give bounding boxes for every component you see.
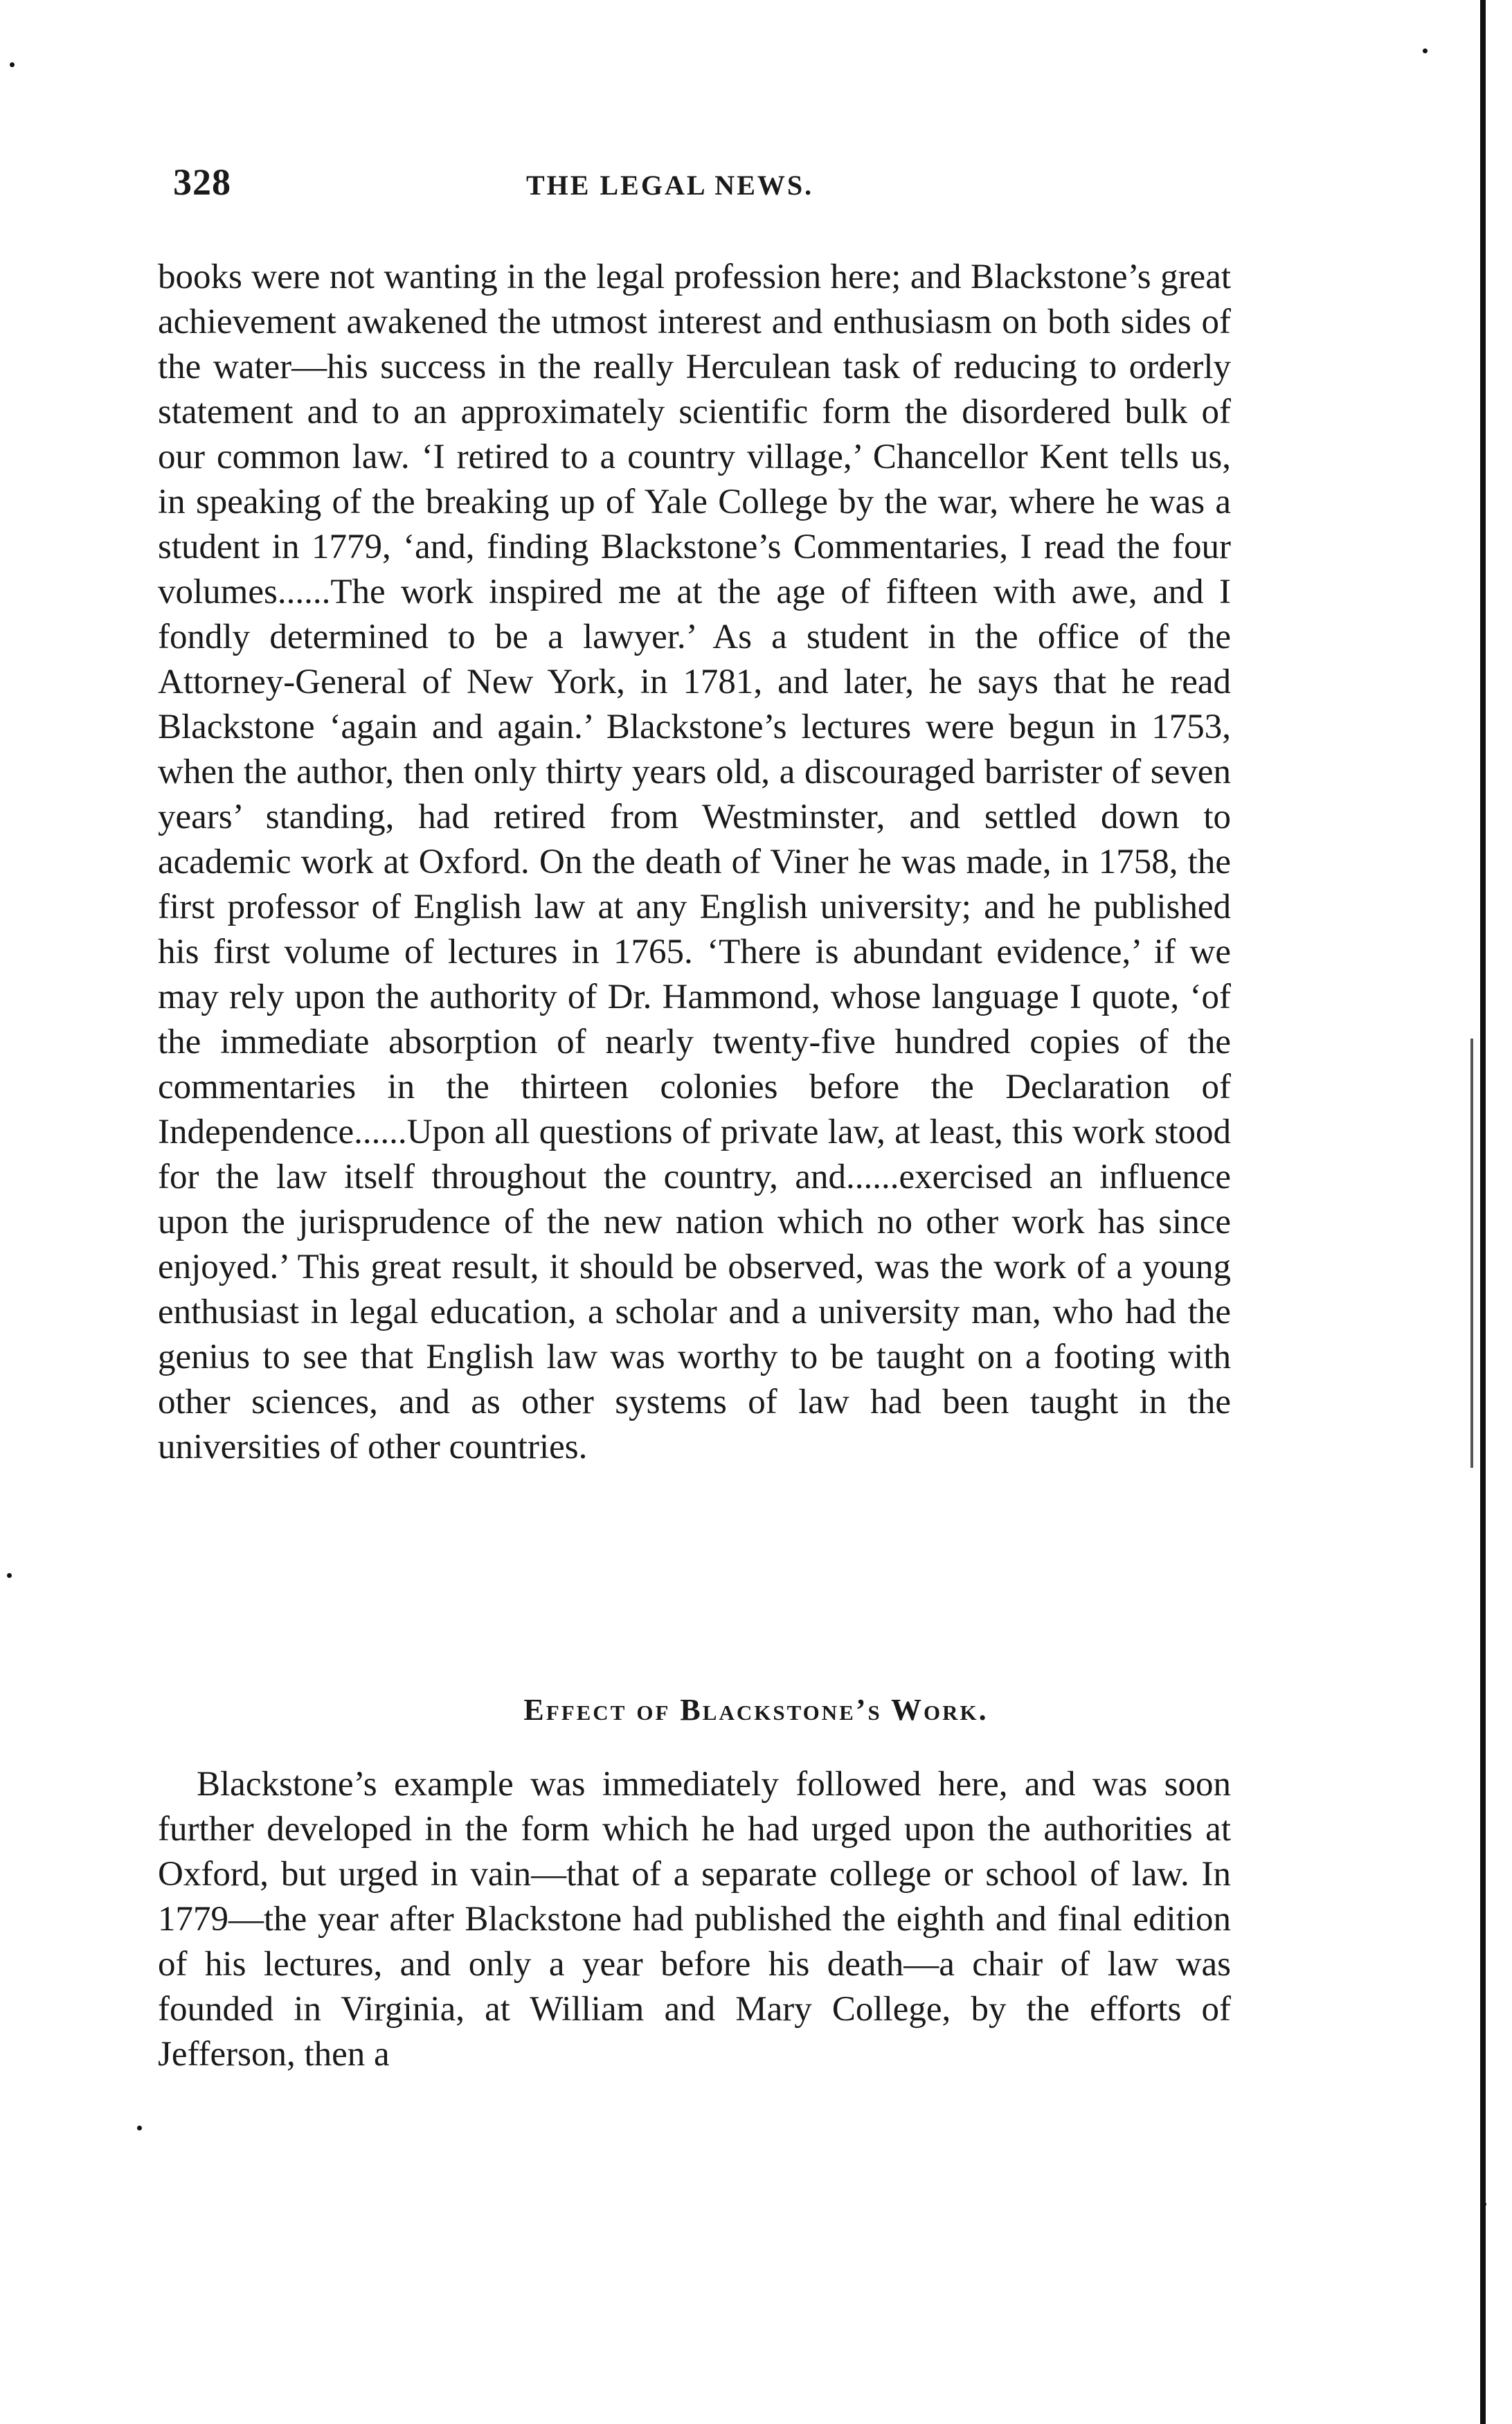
page-number: 328 bbox=[173, 161, 231, 203]
section-heading: Effect of Blackstone’s Work. bbox=[523, 1693, 989, 1727]
scan-speck bbox=[10, 62, 15, 67]
scan-speck bbox=[1423, 48, 1428, 53]
page-edge-shadow bbox=[1470, 1039, 1473, 1468]
scan-speck bbox=[137, 2126, 142, 2130]
paragraph-blackstone-influence: books were not wanting in the legal profession here; and Blackstone’s great achievement awakened the utmost interest and enthusiasm on both sides of the water—his success in the really Herculean task of reducing to orderly statement and to an approximately scientific form the disordered bulk of our common law. ‘I retired to a country village,’ Chancellor Kent tells us, in speaking of the breaking up of Yale College by the war, where he was a student in 1779, ‘and, finding Blackstone’s Commentaries, I read the four volumes......The work inspired me at the age of fifteen with awe, and I fondly determined to be a lawyer.’ As a student in the office of the Attorney-General of New York, in 1781, and later, he says that he read Blackstone ‘again and again.’ Blackstone’s lectures were begun in 1753, when the author, then only thirty years old, a discouraged barrister of seven years’ standing, had retired from Westminster, and settled down to academic work at Oxford. On the death of Viner he was made, in 1758, the first professor of English law at any English university; and he published his first volume of lectures in 1765. ‘There is abundant evidence,’ if we may rely upon the authority of Dr. Hammond, whose language I quote, ‘of the immediate absorption of nearly twenty-five hundred copies of the commentaries in the thirteen colonies before the Declaration of Independence......Upon all questions of private law, at least, this work stood for the law itself throughout the country, and......exercised an influence upon the jurisprudence of the new nation which no other work has since enjoyed.’ This great result, it should be observed, was the work of a young enthusiast in legal education, a scholar and a university man, who had the genius to see that English law was worthy to be taught on a footing with other sciences, and as other systems of law had been taught in the universities of other countries. bbox=[158, 258, 1231, 1466]
page-edge-rule bbox=[1480, 0, 1486, 2424]
running-title: THE LEGAL NEWS. bbox=[526, 170, 814, 201]
paragraph-blackstone-example: Blackstone’s example was immediately followed here, and was soon further developed in the form which he had urged upon the authorities at Oxford, but urged in vain—that of a separate college or school of law. In 1779—the year after Blackstone had published the eighth and final edition of his lectures, and only a year before his death—a chair of law was founded in Virginia, at William and Mary College, by the efforts of Jefferson, then a bbox=[158, 1765, 1231, 2074]
scan-speck bbox=[7, 1573, 12, 1578]
scan-speck bbox=[1482, 2202, 1486, 2207]
running-head bbox=[173, 161, 1225, 209]
